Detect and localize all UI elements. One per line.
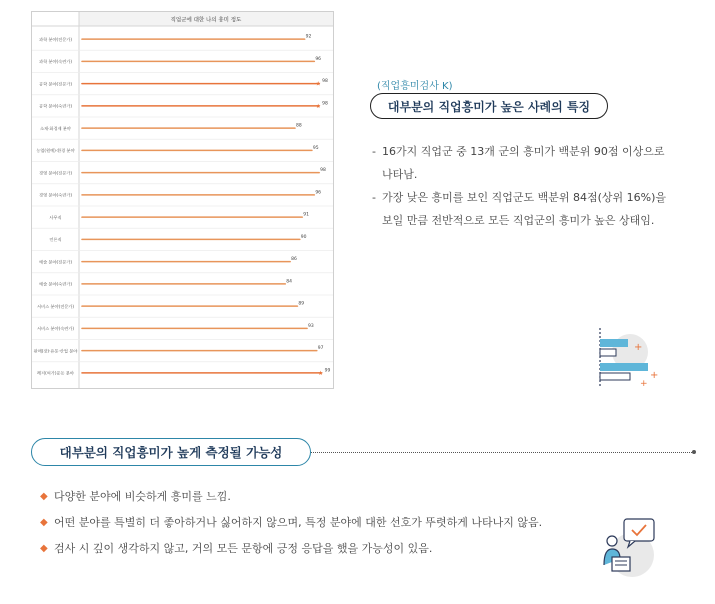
list-item bbox=[40, 484, 600, 510]
dotted-divider bbox=[311, 452, 694, 453]
possibility-title-text: 대부분의 직업흥미가 높게 측정될 가능성 bbox=[59, 445, 283, 460]
svg-text:+: + bbox=[650, 370, 659, 381]
case-item: - 가장 낮은 흥미를 보인 직업군도 백분위 84점(상위 16%)을 보일 만큼 전반적으로 모든 직업군의 흥미가 높은 상태임. bbox=[372, 186, 672, 232]
chart-category-label: 예술 분야(숙련가) bbox=[39, 281, 72, 287]
chart-value-label: 95 bbox=[312, 145, 319, 151]
case-item-text: 가장 낮은 흥미를 보인 직업군도 백분위 84점(상위 16%)을 보일 만큼 전반적으로 모든 직업군의 흥미가 높은 상태임. bbox=[382, 191, 667, 227]
test-subtag: (직업흥미검사 K) bbox=[377, 81, 453, 92]
chart-value-label: 84 bbox=[286, 279, 293, 285]
interest-chart bbox=[31, 11, 334, 389]
diamond-bullet-icon: ◆ bbox=[40, 543, 48, 554]
chart-value-label: 99 bbox=[324, 368, 331, 374]
possibility-list bbox=[40, 484, 600, 562]
chart-category-label: 공학 분야(숙련가) bbox=[39, 103, 72, 109]
chart-value-label: 90 bbox=[300, 234, 307, 240]
list-item bbox=[40, 510, 600, 536]
chart-bar-highlight-marker: ★ bbox=[315, 102, 321, 110]
chart-category-label: 농업(원예)·환경 분야 bbox=[36, 148, 75, 154]
chart-value-label: 98 bbox=[322, 79, 328, 85]
diamond-bullet-icon: ◆ bbox=[40, 517, 48, 528]
chart-category-label: 공학 분야(전문가) bbox=[39, 81, 72, 87]
chart-value-label: 89 bbox=[298, 301, 305, 307]
chart-category-label: 사무직 bbox=[49, 214, 62, 220]
chart-category-label: 판매(장)·유통·산업 분야 bbox=[33, 348, 78, 354]
diamond-bullet-icon: ◆ bbox=[40, 491, 48, 502]
chart-value-label: 97 bbox=[317, 346, 324, 352]
list-item bbox=[40, 536, 600, 562]
case-item-text: 16가지 직업군 중 13개 군의 흥미가 백분위 90점 이상으로 나타남. bbox=[382, 145, 665, 181]
chart-bar-highlight-marker: ★ bbox=[317, 369, 324, 377]
bar-chart-icon bbox=[594, 326, 664, 394]
chart-category-label: 경영 분야(전문가) bbox=[39, 170, 72, 176]
chart-category-label: 경영 분야(숙련가) bbox=[39, 192, 72, 198]
list-item-text: 다양한 분야에 비슷하게 흥미를 느낌. bbox=[54, 490, 231, 503]
svg-text:+: + bbox=[634, 342, 643, 353]
chart-category-label: 언론직 bbox=[49, 237, 62, 243]
svg-text:+: + bbox=[640, 379, 648, 389]
case-title bbox=[370, 93, 608, 119]
case-title-text: 대부분의 직업흥미가 높은 사례의 특징 bbox=[387, 99, 591, 114]
chart-category-label: 과학 분야(숙련가) bbox=[39, 59, 72, 65]
chart-category-label: 소재·화경제 분야 bbox=[40, 125, 71, 131]
list-item-text: 어떤 분야를 특별히 더 좋아하거나 싫어하지 않으며, 특정 분야에 대한 선호가 뚜렷하게 나타나지 않음. bbox=[54, 516, 543, 529]
chart-category-label: 과학 분야(전문가) bbox=[39, 36, 72, 42]
chart-value-label: 93 bbox=[308, 323, 314, 329]
chart-value-label: 86 bbox=[291, 257, 297, 263]
chart-value-label: 91 bbox=[303, 212, 309, 218]
chart-category-label: 서비스 분야(숙련가) bbox=[37, 326, 74, 332]
chart-title: 직업군에 대한 나의 흥미 정도 bbox=[170, 17, 242, 24]
chart-value-label: 88 bbox=[295, 123, 302, 129]
possibility-title bbox=[31, 438, 311, 466]
chart-category-label: 예술 분야(전문가) bbox=[39, 259, 72, 265]
chart-value-label: 98 bbox=[322, 101, 328, 107]
chart-value-label: 92 bbox=[305, 34, 312, 40]
chart-bar-highlight-marker: ★ bbox=[315, 80, 321, 88]
person-checklist-icon bbox=[600, 515, 660, 583]
divider-end-dot bbox=[692, 450, 696, 454]
chart-value-label: 96 bbox=[315, 190, 322, 196]
list-item-text: 검사 시 깊이 생각하지 않고, 거의 모든 문항에 긍정 응답을 했을 가능성이 있음. bbox=[54, 542, 433, 555]
case-description bbox=[372, 140, 672, 232]
chart-category-label: 서비스 분야(전문가) bbox=[37, 303, 74, 309]
chart-value-label: 96 bbox=[315, 56, 322, 62]
chart-value-label: 98 bbox=[320, 168, 326, 174]
chart-category-label: 레저(여가)운동 분야 bbox=[37, 370, 74, 376]
interest-chart-svg bbox=[32, 12, 333, 388]
case-item: - 16가지 직업군 중 13개 군의 흥미가 백분위 90점 이상으로 나타남. bbox=[372, 140, 672, 186]
